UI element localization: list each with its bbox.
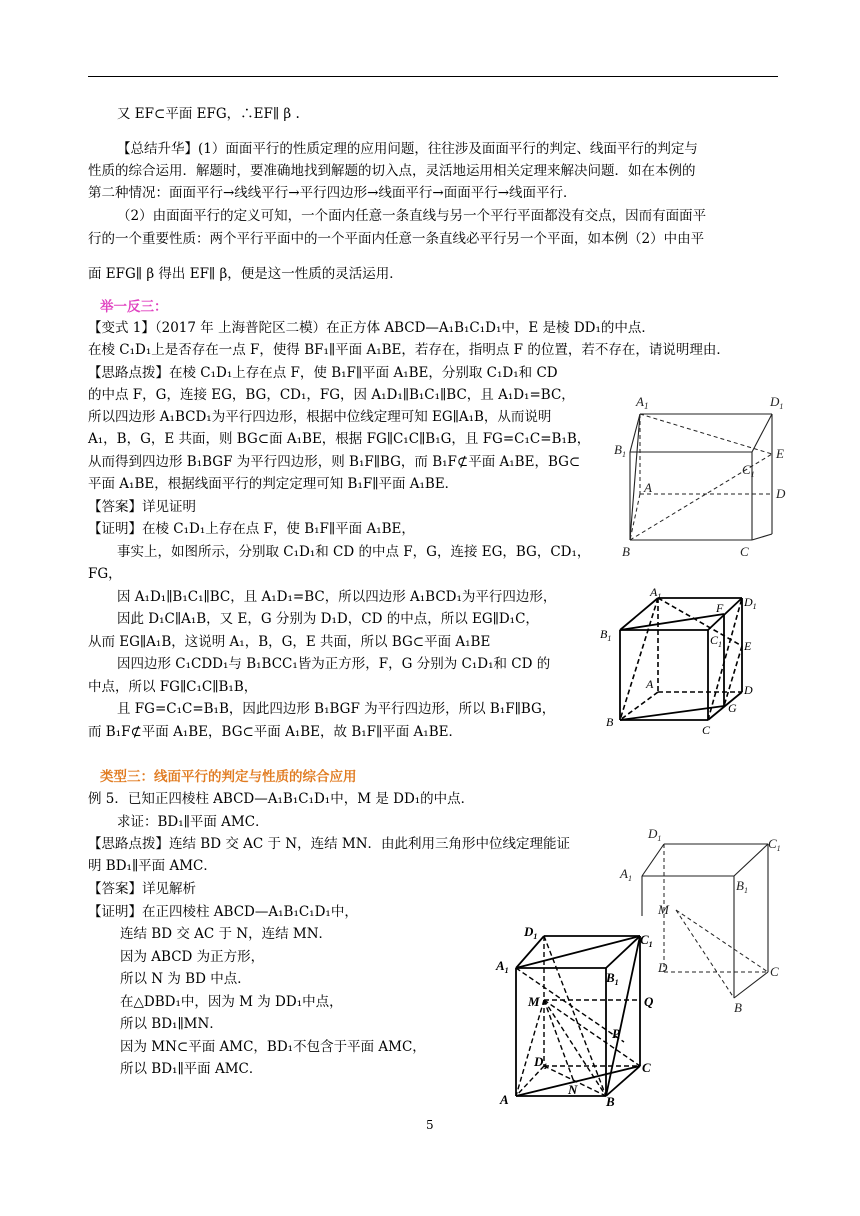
label-b1: $B_1$ xyxy=(606,970,619,987)
text-line: 又 EF⊂平面 EFG，∴EF∥ β . xyxy=(117,106,300,122)
label-b: B xyxy=(606,715,614,729)
label-d: D xyxy=(658,960,668,975)
text-line: 的中点 F，G，连接 EG，BG，CD₁，FG，因 A₁D₁∥B₁C₁∥BC，且 A₁D₁=BC， xyxy=(88,387,575,403)
label-d1: $D_1$ xyxy=(770,394,784,411)
text-line: 中点，所以 FG∥C₁C∥B₁B， xyxy=(88,679,258,695)
text-line: FG， xyxy=(88,566,122,582)
label-c: C xyxy=(740,544,749,559)
label-c1: $C_1$ xyxy=(742,462,755,479)
text-line: 类型三：线面平行的判定与性质的综合应用 xyxy=(100,769,357,785)
text-line: 【答案】详见解析 xyxy=(88,881,196,897)
text-line: 求证：BD₁∥平面 AMC． xyxy=(117,814,269,830)
text-line: 平面 A₁BE，根据线面平行的判定定理可知 B₁F∥平面 A₁BE． xyxy=(88,476,459,492)
label-c1: $C_1$ xyxy=(710,633,723,649)
label-c: C xyxy=(770,964,779,979)
figure-cube-fge xyxy=(598,584,770,736)
label-d: D xyxy=(744,683,753,697)
text-line: 【证明】在棱 C₁D₁上存在点 F，使 B₁F∥平面 A₁BE， xyxy=(88,521,415,537)
text-line: 【思路点拨】在棱 C₁D₁上存在点 F，使 B₁F∥平面 A₁BE，分别取 C₁D₁和 CD xyxy=(88,365,558,381)
text-line: 【变式 1】（2017 年 上海普陀区二模）在正方体 ABCD—A₁B₁C₁D₁中，E 是棱 DD₁的中点． xyxy=(88,320,655,336)
label-a1: $A_1$ xyxy=(650,585,662,601)
text-line: 所以四边形 A₁BCD₁为平行四边形，根据中位线定理可知 EG∥A₁B，从而说明 xyxy=(88,409,552,425)
text-line: 【答案】详见证明 xyxy=(88,499,196,515)
label-e: E xyxy=(744,639,752,653)
text-line: 且 FG=C₁C=B₁B，因此四边形 B₁BGF 为平行四边形，所以 B₁F∥BG， xyxy=(117,701,556,717)
label-c: C xyxy=(642,1060,651,1075)
text-line: 因为 MN⊂平面 AMC，BD₁不包含于平面 AMC， xyxy=(120,1039,426,1055)
label-d1: $D_1$ xyxy=(648,826,662,843)
page-number: 5 xyxy=(426,1118,434,1132)
label-a: A xyxy=(644,480,652,495)
text-line: 从而得到四边形 B₁BGF 为平行四边形，则 B₁F∥BG，而 B₁F⊄平面 A₁BE，BG⊂ xyxy=(88,454,581,470)
label-b: B xyxy=(622,544,630,559)
text-line: 例 5．已知正四棱柱 ABCD—A₁B₁C₁D₁中，M 是 DD₁的中点． xyxy=(88,791,475,807)
label-c1: $C_1$ xyxy=(768,836,781,853)
text-line: 因为 ABCD 为正方形， xyxy=(120,949,265,965)
text-line: 面 EFG∥ β 得出 EF∥ β，便是这一性质的灵活运用． xyxy=(88,266,403,282)
text-line: 【思路点拨】连结 BD 交 AC 于 N，连结 MN．由此利用三角形中位线定理能证 xyxy=(88,836,571,852)
text-line: 明 BD₁∥平面 AMC． xyxy=(88,858,217,874)
label-e: E xyxy=(776,446,784,461)
label-d1: $D_1$ xyxy=(744,595,757,611)
text-line: 而 B₁F⊄平面 A₁BE，BG⊂平面 A₁BE，故 B₁F∥平面 A₁BE． xyxy=(88,724,462,740)
text-line: 举一反三： xyxy=(100,299,168,315)
text-line: 在△DBD₁中，因为 M 为 DD₁中点， xyxy=(120,994,343,1010)
text-line: 行的一个重要性质：两个平行平面中的一个平面内任意一条直线必平行另一个平面，如本例（2）中由平 xyxy=(88,231,705,247)
label-g: G xyxy=(728,701,737,715)
text-line: 性质的综合运用．解题时，要准确地找到解题的切入点，灵活地运用相关定理来解决问题．如在本例的 xyxy=(88,163,696,179)
label-d: $D_1$ xyxy=(534,1054,548,1071)
header-rule xyxy=(88,76,778,77)
label-b1: $B_1$ xyxy=(600,627,612,643)
label-a: A xyxy=(500,1092,509,1107)
figure-cube-e xyxy=(612,384,792,560)
label-a1: $A_1$ xyxy=(620,866,632,883)
label-f: F xyxy=(716,601,724,615)
text-line: A₁，B，G，E 共面，则 BG⊂面 A₁BE，根据 FG∥C₁C∥B₁G，且 FG=C₁C=B₁B， xyxy=(88,431,591,447)
text-line: 所以 BD₁∥MN． xyxy=(120,1016,223,1032)
text-line: 事实上，如图所示，分别取 C₁D₁和 CD 的中点 F，G，连接 EG，BG，CD₁， xyxy=(117,544,591,560)
text-line: 连结 BD 交 AC 于 N，连结 MN． xyxy=(120,926,333,942)
label-p: P xyxy=(612,1026,620,1041)
label-b: B xyxy=(606,1094,615,1108)
label-c: C xyxy=(702,723,711,736)
text-line: 从而 EG∥A₁B，这说明 A₁，B，G，E 共面，所以 BG⊂平面 A₁BE xyxy=(88,634,491,650)
label-a1: $A_1$ xyxy=(496,958,509,975)
label-a: A xyxy=(646,677,654,691)
text-line: 在棱 C₁D₁上是否存在一点 F，使得 BF₁∥平面 A₁BE，若存在，指明点 F 的位置，若不存在，请说明理由． xyxy=(88,342,730,358)
label-m: M xyxy=(528,994,540,1009)
text-line: 因四边形 C₁CDD₁与 B₁BCC₁皆为正方形，F，G 分别为 C₁D₁和 CD 的 xyxy=(117,656,551,672)
text-line: （2）由面面平行的定义可知，一个面内任意一条直线与另一个平行平面都没有交点，因而有面面平 xyxy=(117,208,707,224)
figure-prism-bold xyxy=(494,922,670,1108)
label-d1: $D_1$ xyxy=(524,924,538,941)
text-line: 因 A₁D₁∥B₁C₁∥BC，且 A₁D₁=BC，所以四边形 A₁BCD₁为平行四边形， xyxy=(117,589,557,605)
label-d: D xyxy=(776,486,786,501)
text-line: 所以 BD₁∥平面 AMC． xyxy=(120,1061,263,1077)
label-b1: $B_1$ xyxy=(736,878,748,895)
label-b: B xyxy=(734,1000,742,1015)
label-n: N xyxy=(568,1082,578,1097)
label-a1: $A_1$ xyxy=(636,394,649,411)
text-line: 【总结升华】(1）面面平行的性质定理的应用问题，往往涉及面面平行的判定、线面平行的判定与 xyxy=(117,141,698,157)
text-line: 所以 N 为 BD 中点． xyxy=(120,971,251,987)
text-line: 第二种情况：面面平行→线线平行→平行四边形→线面平行→面面平行→线面平行． xyxy=(88,185,577,201)
label-c1: $C_1$ xyxy=(640,932,653,949)
label-q: Q xyxy=(644,994,654,1009)
text-line: 【证明】在正四棱柱 ABCD—A₁B₁C₁D₁中， xyxy=(88,904,358,920)
text-line: 因此 D₁C∥A₁B，又 E，G 分别为 D₁D，CD 的中点，所以 EG∥D₁C， xyxy=(117,611,539,627)
label-b1: $B_1$ xyxy=(614,442,626,459)
label-m: M xyxy=(658,902,669,917)
